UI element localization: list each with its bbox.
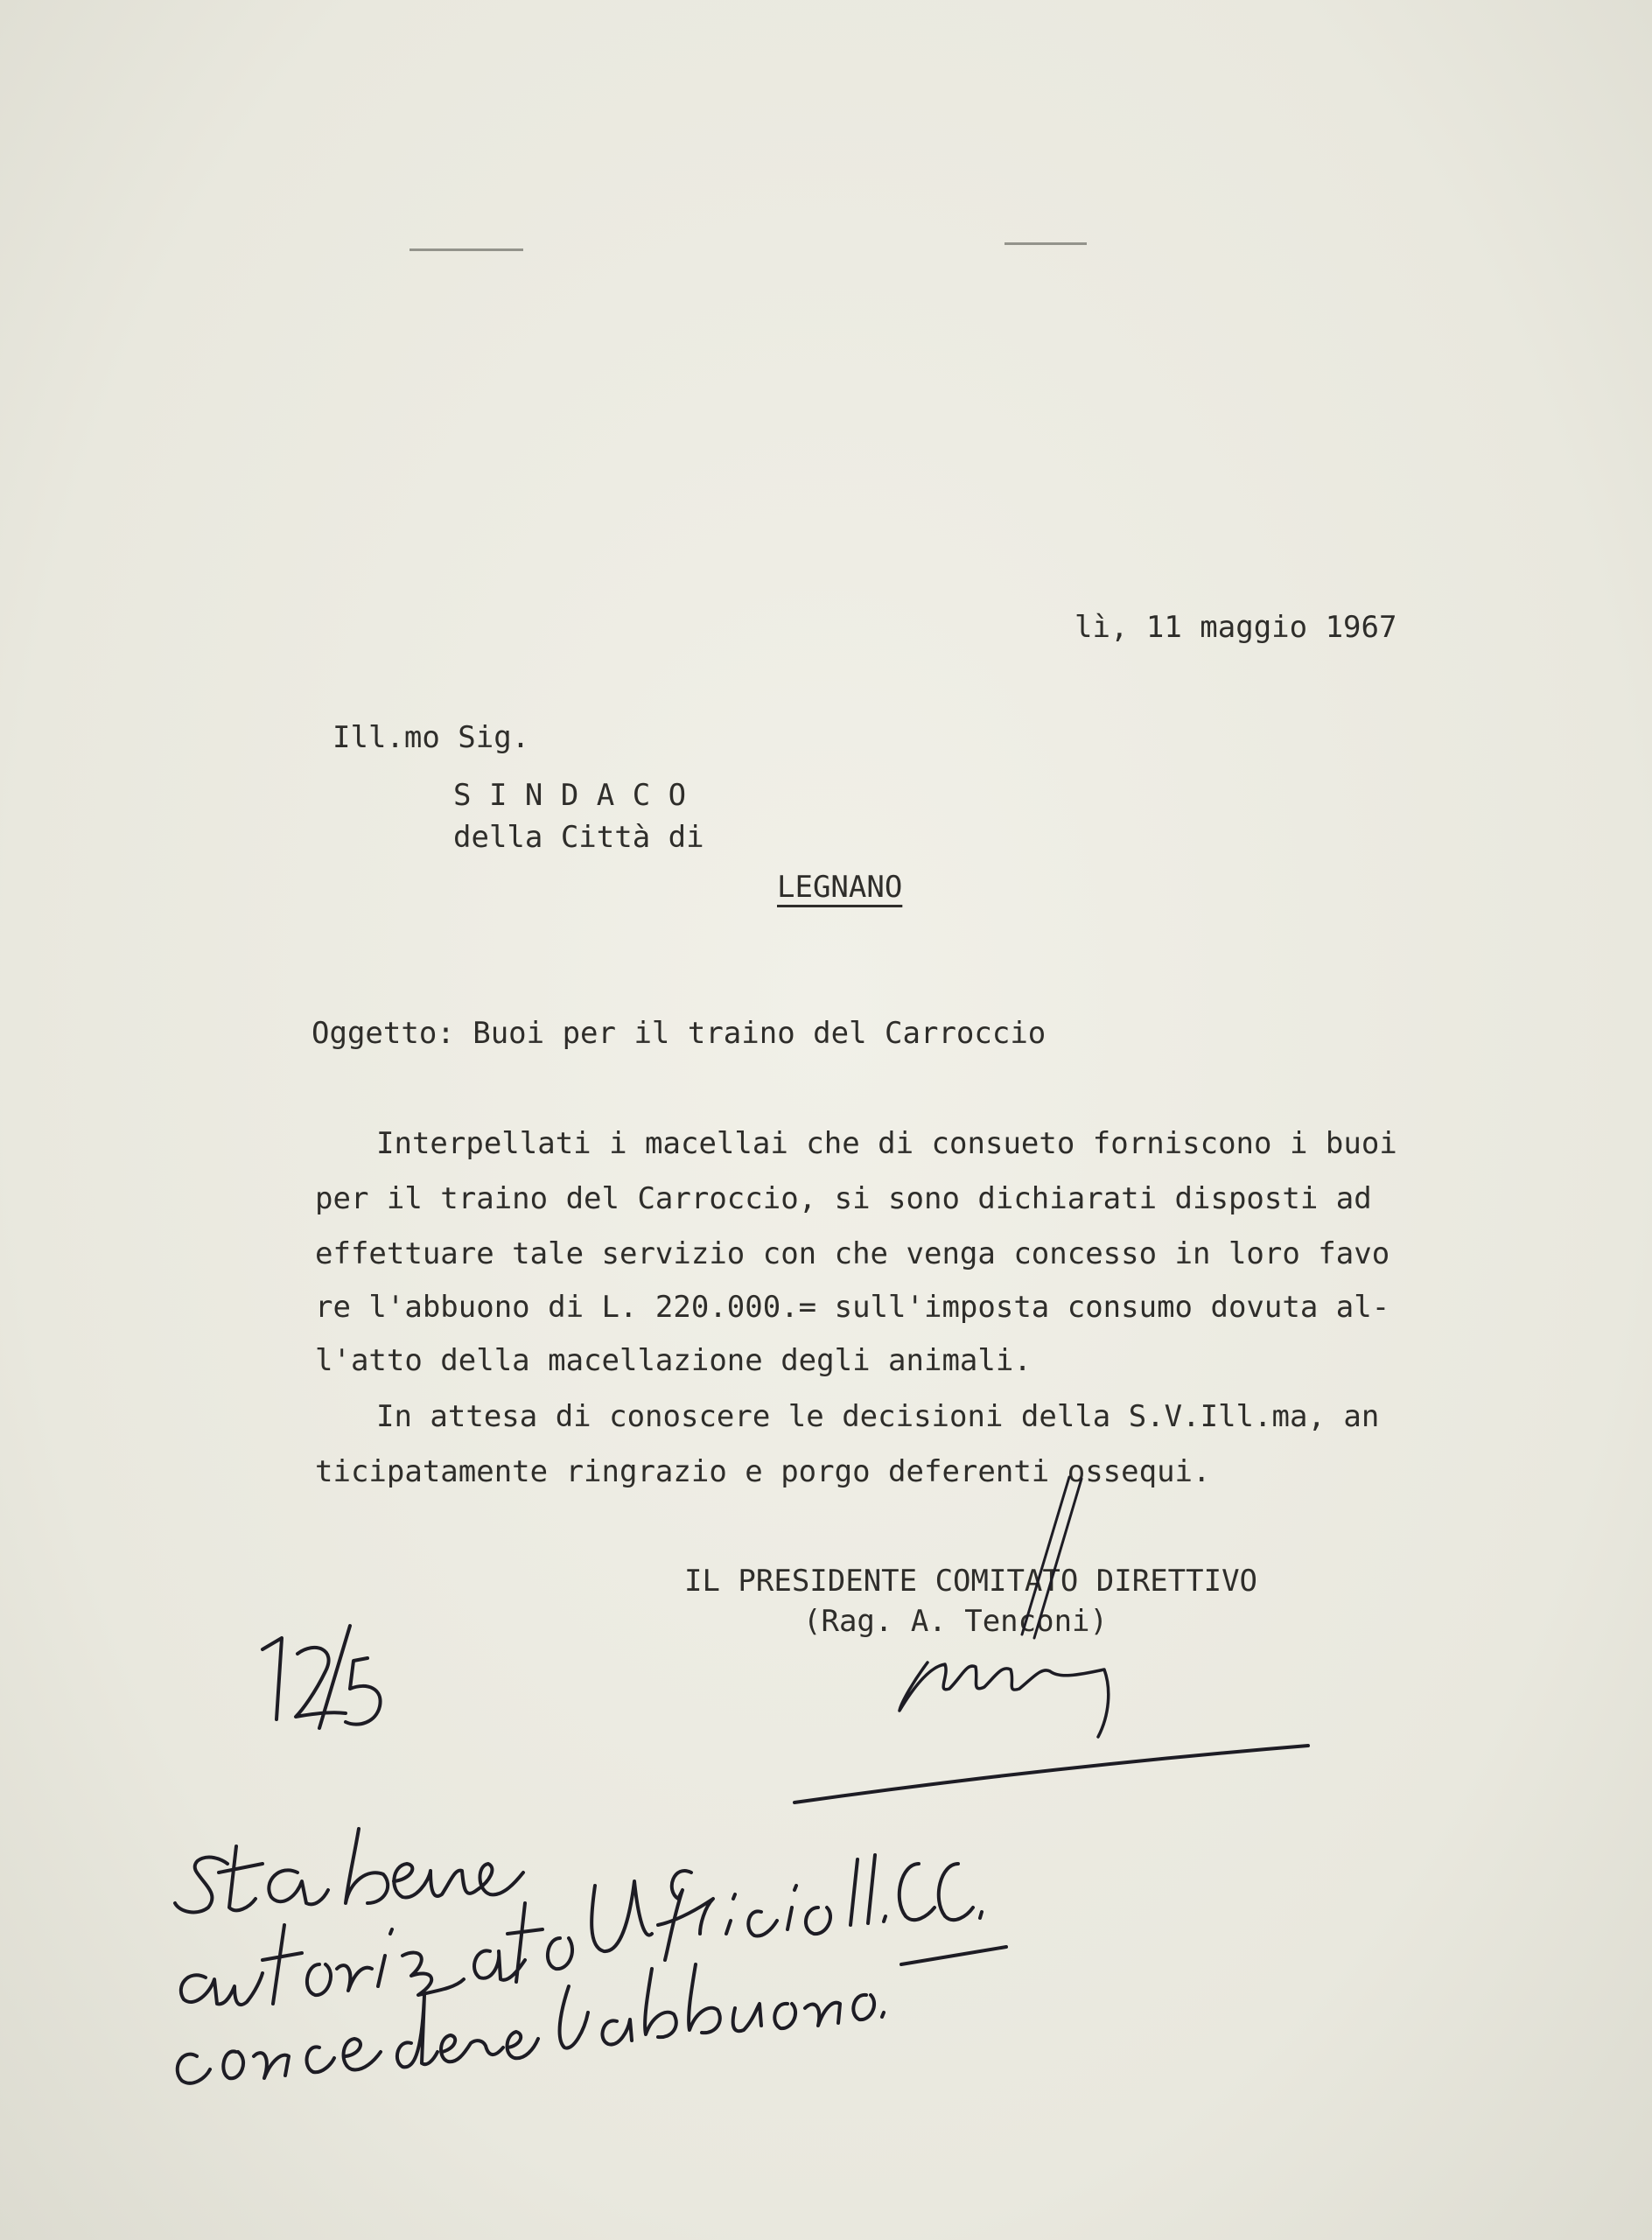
subject-line: Oggetto: Buoi per il traino del Carroccio — [312, 1016, 1046, 1051]
body-line: effettuare tale servizio con che venga concesso in loro favo — [315, 1236, 1390, 1271]
recipient-title: S I N D A C O — [453, 778, 687, 813]
body-line: re l'abbuono di L. 220.000.= sull'imposta consumo dovuta al- — [315, 1290, 1390, 1325]
signature-title: IL PRESIDENTE COMITATO DIRETTIVO — [684, 1564, 1258, 1599]
body-line: per il traino del Carroccio, si sono dichiarati disposti ad — [315, 1181, 1372, 1216]
letter-date: lì, 11 maggio 1967 — [1074, 610, 1397, 645]
body-line: In attesa di conoscere le decisioni della S.V.Ill.ma, an — [376, 1399, 1380, 1434]
signature-name: (Rag. A. Tenconi) — [803, 1604, 1108, 1639]
recipient-line: della Città di — [453, 820, 704, 855]
body-line: l'atto della macellazione degli animali. — [315, 1343, 1032, 1378]
recipient-city: LEGNANO — [777, 870, 903, 905]
salutation: Ill.mo Sig. — [332, 720, 530, 755]
body-line: ticipatamente ringrazio e porgo deferenti ossequi. — [315, 1454, 1211, 1489]
body-line: Interpellati i macellai che di consueto forniscono i buoi — [376, 1126, 1397, 1161]
